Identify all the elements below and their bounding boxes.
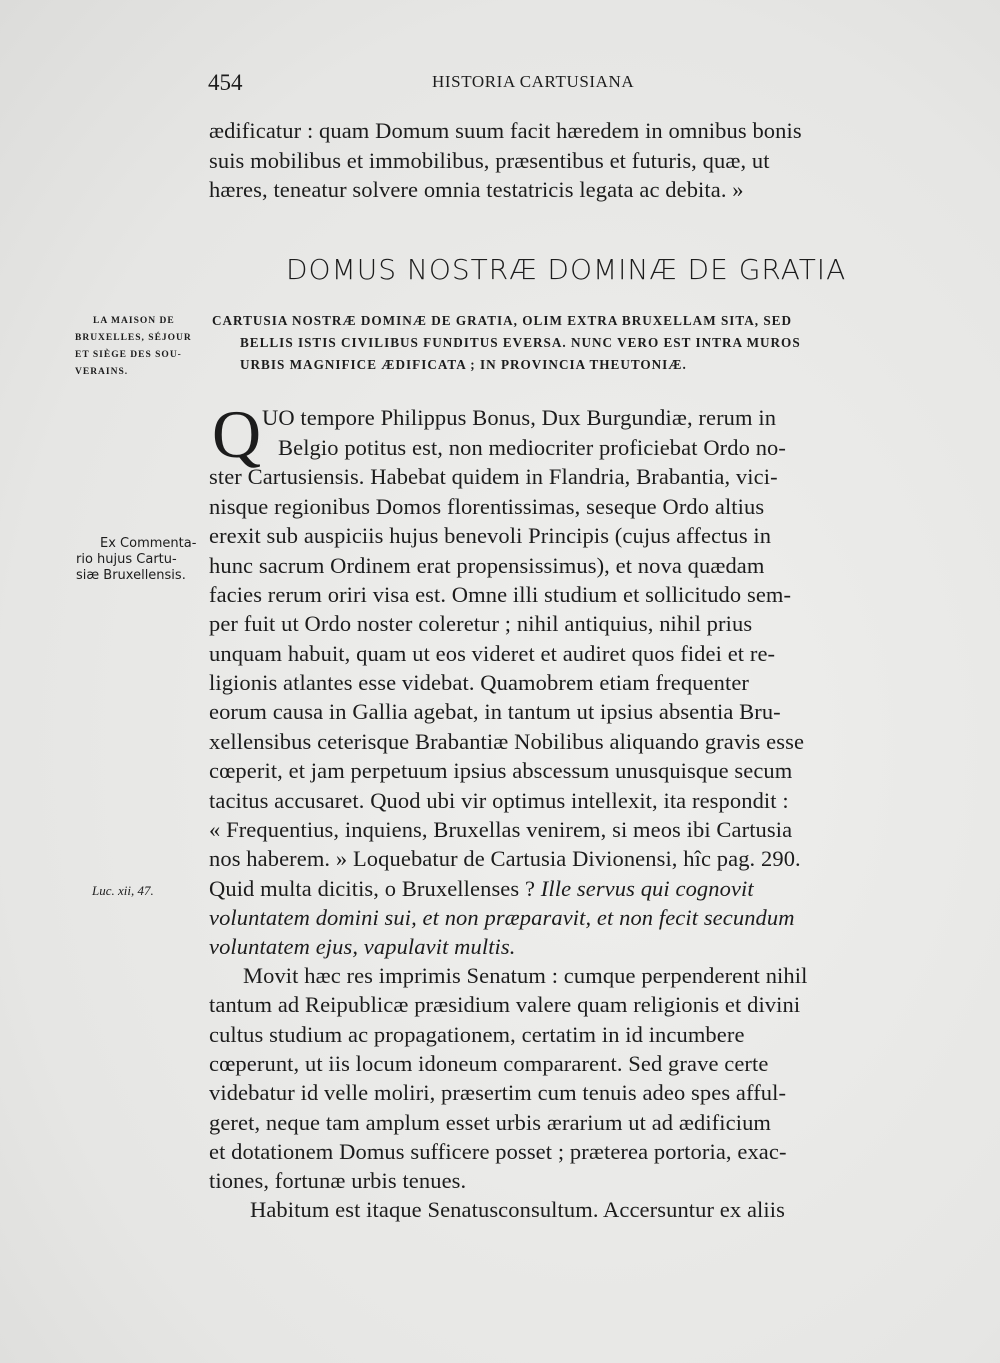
body-line: eorum causa in Gallia agebat, in tantum ut ipsius absentia Bru- (209, 699, 781, 724)
margin-note-line: LA MAISON DE (93, 316, 175, 326)
body-line: geret, neque tam amplum esset urbis ærarium ut ad ædificium (209, 1110, 772, 1135)
margin-reference: Luc. xii, 47. (92, 883, 154, 898)
body-line: nisque regionibus Domos florentissimas, seseque Ordo altius (209, 494, 765, 519)
section-summary-line: CARTUSIA NOSTRÆ DOMINÆ DE GRATIA, OLIM EXTRA BRUXELLAM SITA, SED (212, 313, 792, 328)
intro-line: hæres, teneatur solvere omnia testatricis legata ac debita. » (209, 177, 744, 202)
body-line-italic: voluntatem domini sui, et non præparavit, et non fecit secundum (209, 905, 795, 930)
running-title: HISTORIA CARTUSIANA (432, 72, 635, 91)
body-line: per fuit ut Ordo noster coleretur ; nihil antiquius, nihil prius (209, 611, 753, 636)
section-title: DOMUS NOSTRÆ DOMINÆ DE GRATIA (286, 253, 847, 286)
body-line: hunc sacrum Ordinem erat propensissimus), et nova quædam (209, 553, 765, 578)
body-line: facies rerum oriri visa est. Omne illi studium et sollicitudo sem- (209, 582, 792, 607)
body-line: erexit sub auspiciis hujus benevoli Principis (cujus affectus in (209, 523, 772, 548)
body-line-italic: voluntatem ejus, vapulavit multis. (209, 934, 516, 959)
page-number: 454 (208, 70, 243, 95)
body-line: cultus studium ac propagationem, certatim in id incumbere (209, 1022, 745, 1047)
body-line: tantum ad Reipublicæ præsidium valere quam religionis et divini (209, 992, 801, 1017)
body-line: Movit hæc res imprimis Senatum : cumque perpenderent nihil (243, 963, 808, 988)
body-text-italic: Ille servus qui cognovit (540, 876, 754, 901)
margin-note-line: siæ Bruxellensis. (76, 568, 186, 583)
body-line: unquam habuit, quam ut eos videret et audiret quos fidei et re- (209, 641, 776, 666)
margin-note-line: rio hujus Cartu- (76, 552, 177, 567)
body-line: xellensibus ceterisque Brabantiæ Nobilibus aliquando gravis esse (209, 729, 805, 754)
margin-note-line: ET SIÈGE DES SOU- (75, 350, 182, 360)
drop-cap: Q (212, 396, 262, 472)
body-line: Habitum est itaque Senatusconsultum. Accersuntur ex aliis (250, 1197, 785, 1222)
body-line: Belgio potitus est, non mediocriter proficiebat Ordo no- (278, 435, 786, 460)
section-summary-line: BELLIS ISTIS CIVILIBUS FUNDITUS EVERSA. NUNC VERO EST INTRA MUROS (240, 335, 801, 350)
margin-note-line: Ex Commenta- (100, 536, 197, 551)
body-line: ligionis atlantes esse videbat. Quamobrem etiam frequenter (209, 670, 749, 695)
body-line: videbatur id velle moliri, præsertim cum tenuis adeo spes afful- (209, 1080, 787, 1105)
body-line: « Frequentius, inquiens, Bruxellas venirem, si meos ibi Cartusia (209, 817, 793, 842)
margin-note-line: BRUXELLES, SÉJOUR (75, 333, 192, 343)
body-line: cœperunt, ut iis locum idoneum compararent. Sed grave certe (209, 1051, 769, 1076)
body-line: nos haberem. » Loquebatur de Cartusia Divionensi, hîc pag. 290. (209, 846, 801, 871)
body-line: et dotationem Domus sufficere posset ; præterea portoria, exac- (209, 1139, 787, 1164)
intro-line: suis mobilibus et immobilibus, præsentibus et futuris, quæ, ut (209, 148, 770, 173)
margin-note-line: VERAINS. (75, 367, 129, 377)
body-line: tacitus accusaret. Quod ubi vir optimus intellexit, ita respondit : (209, 788, 789, 813)
body-line (209, 876, 754, 902)
body-line: ster Cartusiensis. Habebat quidem in Flandria, Brabantia, vici- (209, 464, 778, 489)
body-line: cœperit, et jam perpetuum ipsius abscessum unusquisque secum (209, 758, 793, 783)
body-line: UO tempore Philippus Bonus, Dux Burgundiæ, rerum in (262, 405, 777, 430)
body-line: tiones, fortunæ urbis tenues. (209, 1168, 467, 1193)
body-text-roman: Quid multa dicitis, o Bruxellenses ? (209, 876, 541, 901)
intro-line: ædificatur : quam Domum suum facit hæredem in omnibus bonis (209, 118, 802, 143)
section-summary-line: URBIS MAGNIFICE ÆDIFICATA ; IN PROVINCIA THEUTONIÆ. (240, 357, 687, 372)
